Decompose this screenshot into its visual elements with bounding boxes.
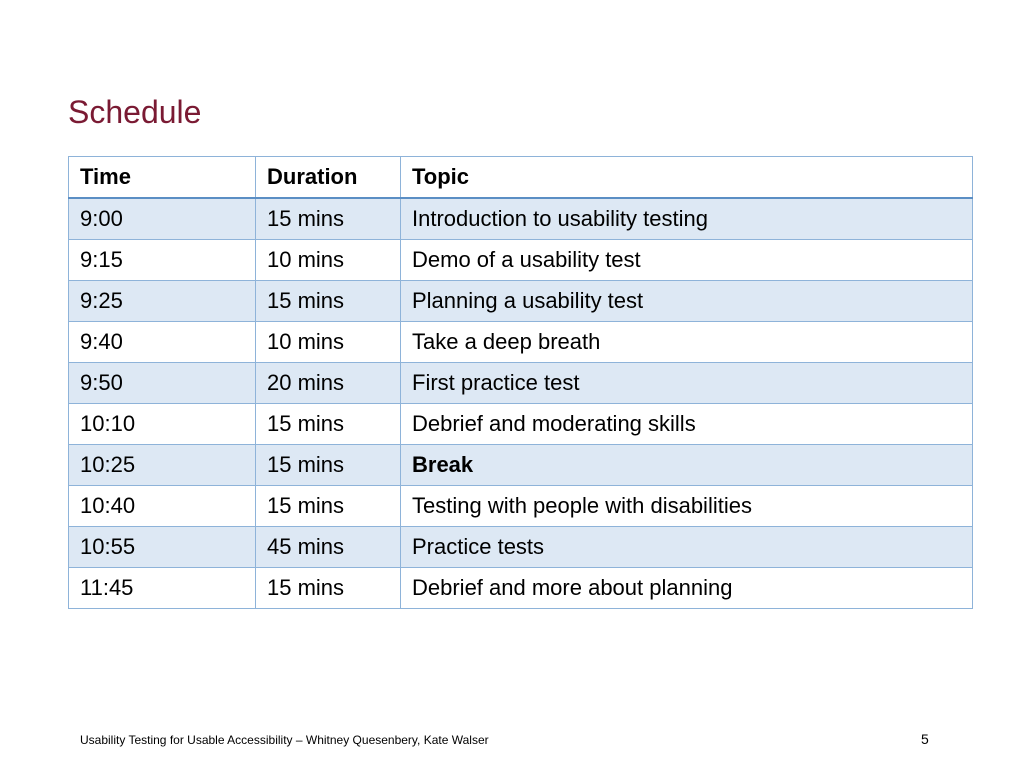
table-row	[69, 198, 973, 240]
cell-topic: Demo of a usability test	[401, 240, 973, 281]
cell-duration: 15 mins	[256, 281, 401, 322]
cell-duration: 15 mins	[256, 404, 401, 445]
header-topic: Topic	[401, 157, 973, 199]
footer-credits: Usability Testing for Usable Accessibility – Whitney Quesenbery, Kate Walser	[80, 733, 489, 747]
cell-topic: Practice tests	[401, 527, 973, 568]
cell-time: 9:40	[69, 322, 256, 363]
cell-duration: 15 mins	[256, 445, 401, 486]
table-row	[69, 240, 973, 281]
schedule-table	[68, 156, 973, 609]
header-time: Time	[69, 157, 256, 199]
cell-time: 10:10	[69, 404, 256, 445]
table-row	[69, 363, 973, 404]
cell-topic: Debrief and more about planning	[401, 568, 973, 609]
cell-time: 9:50	[69, 363, 256, 404]
cell-duration: 10 mins	[256, 240, 401, 281]
slide-title: Schedule	[68, 94, 202, 130]
table-row	[69, 527, 973, 568]
table-row	[69, 568, 973, 609]
cell-time: 10:40	[69, 486, 256, 527]
table-row	[69, 281, 973, 322]
cell-time: 9:00	[69, 198, 256, 240]
cell-duration: 45 mins	[256, 527, 401, 568]
table-row	[69, 486, 973, 527]
cell-time: 9:25	[69, 281, 256, 322]
cell-topic: Testing with people with disabilities	[401, 486, 973, 527]
cell-duration: 10 mins	[256, 322, 401, 363]
cell-topic: Introduction to usability testing	[401, 198, 973, 240]
cell-time: 10:55	[69, 527, 256, 568]
table-row	[69, 445, 973, 486]
table-header-row	[69, 157, 973, 199]
cell-topic-break: Break	[401, 445, 973, 486]
table-row	[69, 322, 973, 363]
cell-time: 10:25	[69, 445, 256, 486]
cell-topic: Take a deep breath	[401, 322, 973, 363]
cell-time: 9:15	[69, 240, 256, 281]
cell-topic: First practice test	[401, 363, 973, 404]
cell-duration: 15 mins	[256, 486, 401, 527]
header-duration: Duration	[256, 157, 401, 199]
cell-duration: 15 mins	[256, 198, 401, 240]
page-number: 5	[921, 731, 929, 747]
table-row	[69, 404, 973, 445]
cell-topic: Planning a usability test	[401, 281, 973, 322]
cell-duration: 20 mins	[256, 363, 401, 404]
cell-duration: 15 mins	[256, 568, 401, 609]
cell-time: 11:45	[69, 568, 256, 609]
cell-topic: Debrief and moderating skills	[401, 404, 973, 445]
